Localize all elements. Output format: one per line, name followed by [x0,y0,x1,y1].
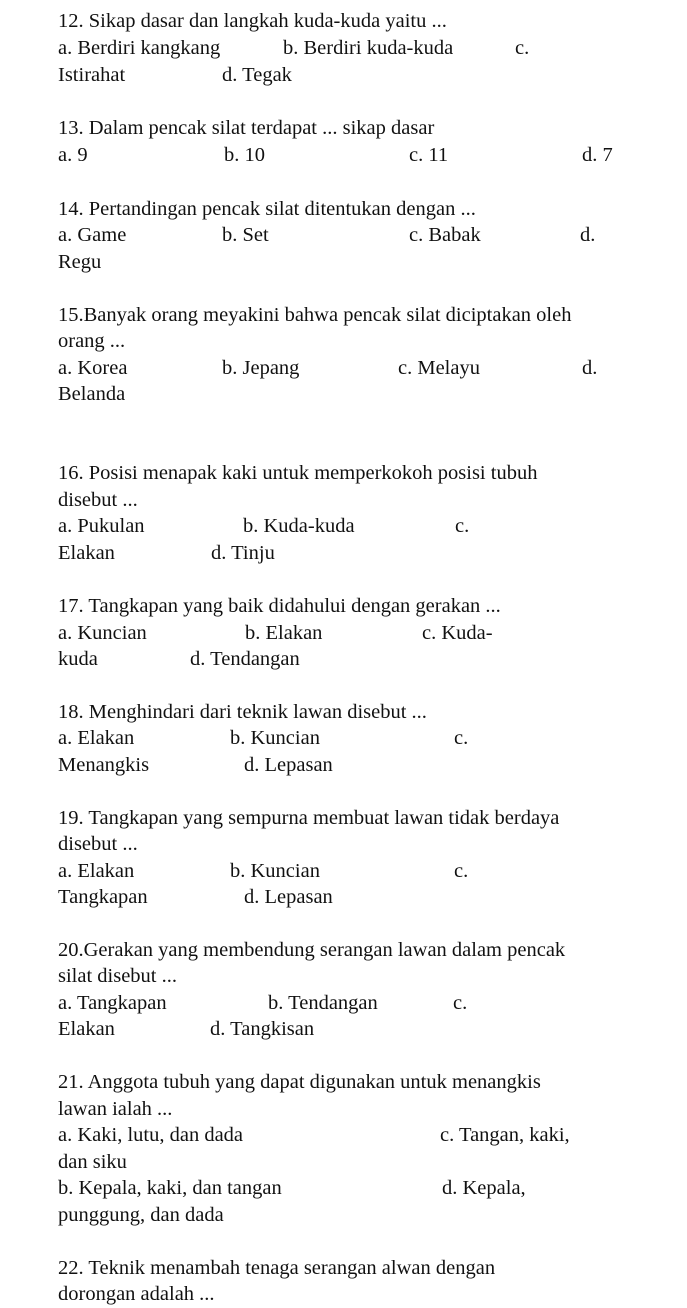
question-15-option-d: d. [582,357,598,379]
question-21-option-d: d. Kepala, [442,1177,526,1199]
question-20-option-c: c. [453,992,468,1014]
question-21-option-c: c. Tangan, kaki, [440,1124,570,1146]
question-22-stem-line-2: dorongan adalah ... [58,1283,215,1305]
question-12-option-d: d. Tegak [222,64,292,86]
question-22-stem-line-1: 22. Teknik menambah tenaga serangan alwan dengan [58,1257,496,1279]
question-16-option-c-cont: Elakan [58,542,115,564]
question-16-option-a: a. Pukulan [58,515,145,537]
question-16-stem-line-1: 16. Posisi menapak kaki untuk memperkokoh posisi tubuh [58,462,538,484]
question-15-stem-line-2: orang ... [58,330,126,352]
question-12-option-b: b. Berdiri kuda-kuda [283,37,454,59]
question-21-stem-line-2: lawan ialah ... [58,1098,173,1120]
question-15-option-b: b. Jepang [222,357,300,379]
question-19-stem-line-1: 19. Tangkapan yang sempurna membuat lawan tidak berdaya [58,807,560,829]
question-13-option-c: c. 11 [409,144,449,166]
question-16-option-c: c. [455,515,470,537]
question-14-option-a: a. Game [58,224,127,246]
question-19-option-d: d. Lepasan [244,886,333,908]
question-19-option-b: b. Kuncian [230,860,320,882]
question-14-option-c: c. Babak [409,224,481,246]
question-21-stem-line-1: 21. Anggota tubuh yang dapat digunakan untuk menangkis [58,1071,541,1093]
question-15-option-d-cont: Belanda [58,383,126,405]
question-18-option-c: c. [454,727,469,749]
question-20-option-a: a. Tangkapan [58,992,167,1014]
question-16-stem-line-2: disebut ... [58,489,138,511]
question-19-option-c: c. [454,860,469,882]
question-12-option-c: c. [515,37,530,59]
question-17-stem: 17. Tangkapan yang baik didahului dengan gerakan ... [58,595,501,617]
question-21-option-d-cont: punggung, dan dada [58,1204,224,1226]
question-15-option-a: a. Korea [58,357,128,379]
question-20-option-d: d. Tangkisan [210,1018,315,1040]
question-12-stem: 12. Sikap dasar dan langkah kuda-kuda yaitu ... [58,10,447,32]
question-20-option-b: b. Tendangan [268,992,378,1014]
question-21-option-a: a. Kaki, lutu, dan dada [58,1124,244,1146]
question-13-option-a: a. 9 [58,144,88,166]
question-15-stem-line-1: 15.Banyak orang meyakini bahwa pencak silat diciptakan oleh [58,304,572,326]
question-19-option-c-cont: Tangkapan [58,886,148,908]
question-13-stem: 13. Dalam pencak silat terdapat ... sikap dasar [58,117,435,139]
question-14-option-b: b. Set [222,224,269,246]
question-18-option-c-cont: Menangkis [58,754,150,776]
question-20-stem-line-1: 20.Gerakan yang membendung serangan lawan dalam pencak [58,939,566,961]
question-17-option-a: a. Kuncian [58,622,147,644]
question-16-option-b: b. Kuda-kuda [243,515,355,537]
question-12-option-c-cont: Istirahat [58,64,126,86]
question-17-option-c: c. Kuda- [422,622,493,644]
question-20-option-c-cont: Elakan [58,1018,115,1040]
question-16-option-d: d. Tinju [211,542,275,564]
question-18-option-b: b. Kuncian [230,727,320,749]
question-18-option-a: a. Elakan [58,727,135,749]
question-17-option-b: b. Elakan [245,622,323,644]
question-18-stem: 18. Menghindari dari teknik lawan disebut ... [58,701,427,723]
question-14-stem: 14. Pertandingan pencak silat ditentukan dengan ... [58,198,476,220]
question-19-option-a: a. Elakan [58,860,135,882]
question-21-option-c-cont: dan siku [58,1151,127,1173]
question-17-option-c-cont: kuda [58,648,98,670]
question-12-option-a: a. Berdiri kangkang [58,37,221,59]
question-19-stem-line-2: disebut ... [58,833,138,855]
question-20-stem-line-2: silat disebut ... [58,965,178,987]
question-13-option-b: b. 10 [224,144,265,166]
question-15-option-c: c. Melayu [398,357,480,379]
question-14-option-d: d. [580,224,596,246]
question-21-option-b: b. Kepala, kaki, dan tangan [58,1177,282,1199]
question-17-option-d: d. Tendangan [190,648,300,670]
question-13-option-d: d. 7 [582,144,613,166]
question-18-option-d: d. Lepasan [244,754,333,776]
question-14-option-d-cont: Regu [58,251,102,273]
